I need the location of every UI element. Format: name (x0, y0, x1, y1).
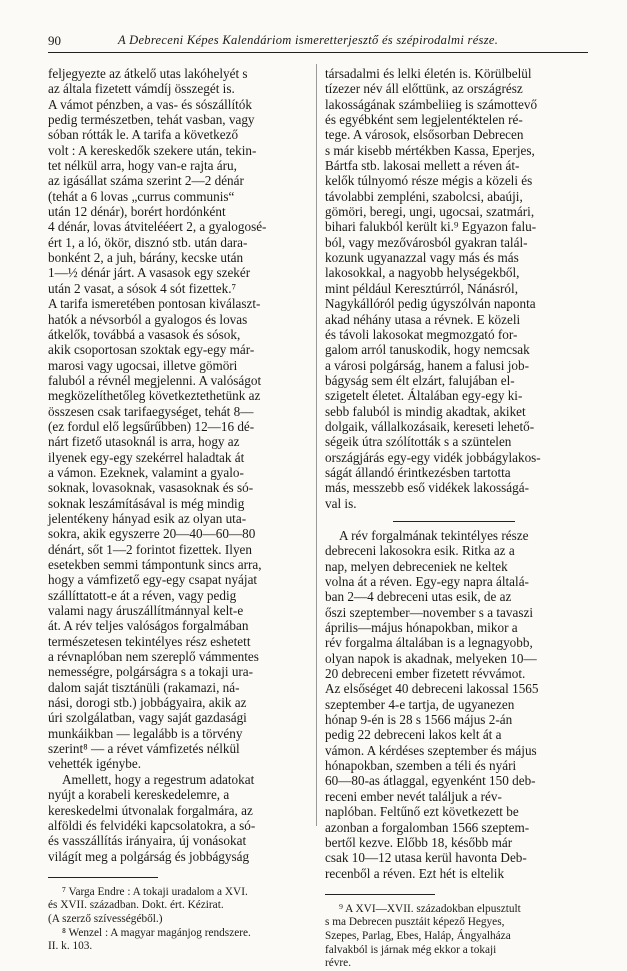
column-divider (316, 64, 317, 826)
footnote-8: ⁸ Wenzel : A magyar magánjog rendszere. II. k. 103. (48, 926, 251, 953)
right-paragraph-1: társadalmi és lelki életén is. Körülbelül tízezer név áll előttünk, az országrész lakosságának számbeliieg is számottevő és egyébként sem legjelentéktelen ré- tege. A városok, elsősorban Debrecen s már kisebb mértékben Kassa, Eperjes, Bártfa stb. lakosai mellett a réven át- kelők túlnyomó része mégis a közeli és távolabbi zempléni, szabolcsi, abaúji, gömöri, beregi, ungi, ugocsai, szatmári, bihari falukból került ki.⁹ Egyazon falu- ból, vagy mezővárosból gyakran talál- kozunk ugyanazzal vagy más és más lakosokkal, a nagyobb helységekből, mint például Keresztúrról, Nánásról, Nagykállóról pedig úgyszólván naponta akad néhány utasa a révnek. E közeli és távoli lakosokat megmozgató for- galom arról tanuskodik, hogy nemcsak a városi polgárság, hanem a falusi job- bágyság sem élt elzárt, falujában el- szigetelt életet. Általában egy-egy ki- sebb faluból is mindig akadtak, akiket dolgaik, vállalkozásaik, kereseti lehető- ségeik útra szólították s a szüntelen országjárás egy-egy vidék jobbágylakos- ságát állandó érintkezésben tartotta más, messzebb eső vidékek lakosságá- val is. (325, 66, 541, 511)
footnote-9: ⁹ A XVI—XVII. századokban elpusztult s ma Debrecen pusztáit képező Hegyes, Szepes, Parlag, Ebes, Haláp, Ángyalháza falvakból is járnak még ekkor a tokaji révre. (325, 902, 521, 970)
right-column (325, 66, 583, 971)
footnote-rule (325, 894, 435, 895)
right-paragraph-2: A rév forgalmának tekintélyes része debreceni lakosokra esik. Ritka az a nap, melyen debreceniek ne keltek volna át a réven. Egy-egy napra általá- ban 2—4 debreceni utas esik, de az őszi szeptember—november s a tavaszi április—május hónapokban, mikor a rév forgalma általában is a legnagyobb, olyan napok is akadnak, melyeken 10— 20 debreceni ember fizetett révvámot. Az elsőséget 40 debreceni lakossal 1565 szeptember 4-e tartja, de ugyanezen hónap 9-én is 28 s 1566 május 2-án pedig 22 debreceni lakos kelt át a vámon. A kérdéses szeptember és május hónapokban, szemben a téli és nyári 60—80-as átlaggal, egyenként 150 deb- receni ember nevét találjuk a rév- naplóban. Feltűnő ezt következett be azonban a forgalomban 1566 szeptem- bertől kezve. Előbb 18, később már csak 10—12 utasa kerül havonta Deb- recenből a réven. Ezt hét is eltelik (325, 527, 539, 881)
page-number: 90 (48, 33, 61, 48)
left-paragraph-2: Amellett, hogy a regestrum adatokat nyújt a korabeli kereskedelemre, a kereskedelmi útvonalak forgalmára, az alföldi és felvidéki kapcsolatokra, a só- és vasszállítás irányaira, új vonásokat világít meg a polgárság és jobbágyság (48, 771, 256, 864)
footnote-rule (48, 877, 158, 878)
page-header (48, 30, 588, 53)
left-column (48, 66, 306, 954)
running-title: A Debreceni Képes Kalendáriom ismeretterjesztő és szépirodalmi része. (118, 33, 499, 47)
section-rule (393, 521, 515, 522)
left-paragraph-1: feljegyezte az átkelő utas lakóhelyét s az általa fizetett vámdíj összegét is. A vámot pénzben, a vas- és sószállítók pedig természetben, tehát vasban, vagy sóban rótták le. A tarifa a következő volt : A kereskedők szekere után, tekin- tet nélkül arra, hogy van-e rajta áru, az igásállat száma szerint 2—2 dénár (tehát a 6 lovas „currus communis“ után 12 dénár), borért hordónként 4 dénár, lovas átvitelééert 2, a gyalogosé- ért 1, a ló, ökör, disznó stb. után dara- bonként 2, a juh, bárány, kecske után 1—½ dénár járt. A vasasok egy szekér után 2 vasat, a sósok 4 sót fizettek.⁷ A tarifa ismeretében pontosan kiválaszt- hatók a névsorból a gyalogos és lovas átkelők, továbbá a vasasok és sósok, akik csoportosan szoktak egy-egy már- marosi vagy ugocsai, illetve gömöri faluból a révnél megjelenni. A valóságot megközelíthetőleg következtethetünk az összesen csak tarifaegységet, tehát 8— (ez fordul elő legsűrűbben) 12—16 dé- nárt fizető utasoknál is arra, hogy az ilyenek egy-egy szekérrel haladtak át a vámon. Ezeknek, valamint a gyalo- soknak, lovasoknak, vasasoknak és só- soknak leszámításával is még mindig jelentékeny hányad esik az olyan uta- sokra, akik egyszerre 20—40—60—80 dénárt, sőt 1—2 forintot fizettek. Ilyen esetekben semmi támpontunk sincs arra, hogy a vámfizető egy-egy csapat nyájat szállíttatott-e át a réven, vagy pedig valami nagy áruszállítmánnyal kelt-e át. A rév teljes valóságos forgalmában természetesen tekintélyes rész eshetett a révnaplóban nem szereplő vámmentes nemességre, polgárságra s a tokaji ura- dalom saját tisztánüli (rakamazi, ná- nási, dorogi stb.) jobbágyaira, akik az úri szolgálatban, vagy saját gazdasági munkáikban — legalább is a törvény szerint⁸ — a révet vámfizetés nélkül vehették igénybe. (48, 66, 267, 772)
footnote-7: ⁷ Varga Endre : A tokaji uradalom a XVI. és XVII. században. Dokt. ért. Kézirat. (A szerző szívességéből.) (48, 885, 248, 926)
